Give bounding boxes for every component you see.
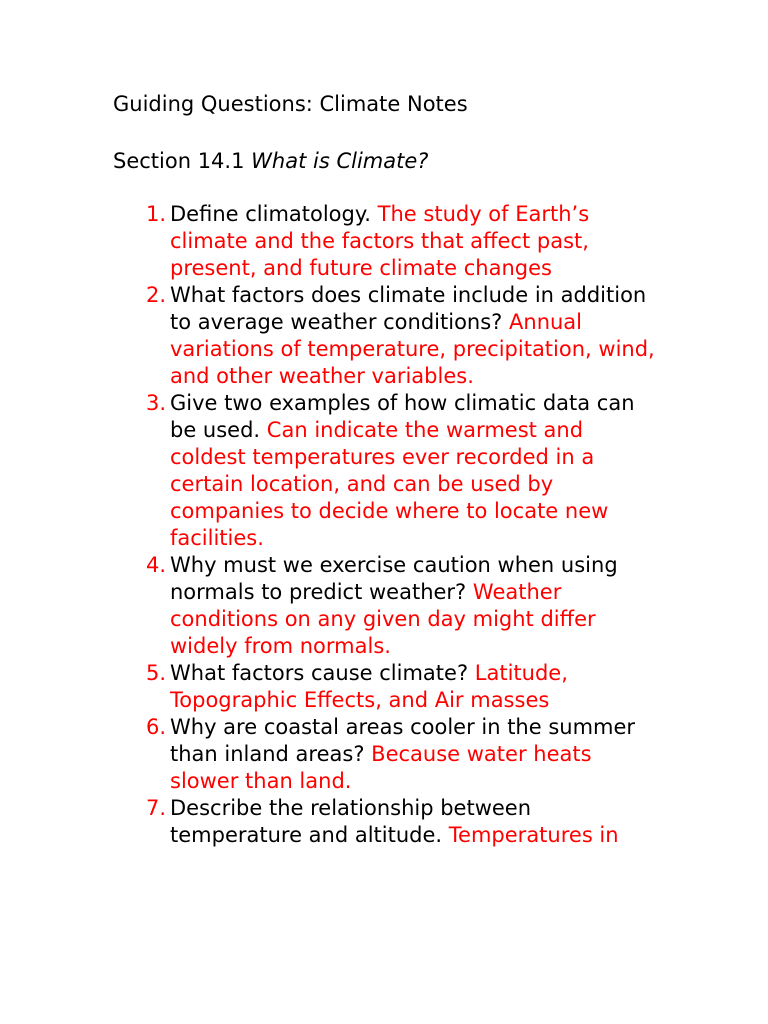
answer-text: Because water heats slower than land. [170,742,592,793]
question-text: Why must we exercise caution when using normals to predict weather? [170,553,618,604]
question-text: Give two examples of how climatic data can be used. [170,391,635,442]
section-heading [113,148,428,175]
question-text: What factors does climate include in addition to average weather conditions? [170,283,647,334]
question-item [0,201,660,282]
question-item [0,660,660,714]
question-item [0,795,660,849]
question-item [0,714,660,795]
question-number: 7. [146,796,167,820]
question-text: Define climatology. [170,202,371,226]
question-number: 4. [146,553,167,577]
section-title: What is Climate? [251,149,429,173]
question-item [0,390,660,552]
question-number: 6. [146,715,167,739]
answer-text: Latitude, Topographic Effects, and Air masses [170,661,568,712]
document-title: Guiding Questions: Climate Notes [113,92,468,116]
section-number: Section 14.1 [113,149,252,173]
question-item [0,552,660,660]
question-number: 3. [146,391,167,415]
answer-text: Can indicate the warmest and coldest temperatures ever recorded in a certain location, and can be used by companies to decide where to locate new facilities. [170,418,609,550]
question-number: 1. [146,202,167,226]
question-text: What factors cause climate? [170,661,469,685]
question-text: Why are coastal areas cooler in the summer than inland areas? [170,715,636,766]
question-text: Describe the relationship between temperature and altitude. [170,796,532,847]
answer-text: Temperatures in [448,823,619,847]
answer-text: Annual variations of temperature, precipitation, wind, and other weather variables. [170,310,655,388]
question-number: 5. [146,661,167,685]
question-list [0,201,768,849]
question-item [0,282,660,390]
answer-text: Weather conditions on any given day might differ widely from normals. [170,580,596,658]
answer-text: The study of Earth’s climate and the factors that affect past, present, and future climate changes [170,202,590,280]
question-number: 2. [146,283,167,307]
